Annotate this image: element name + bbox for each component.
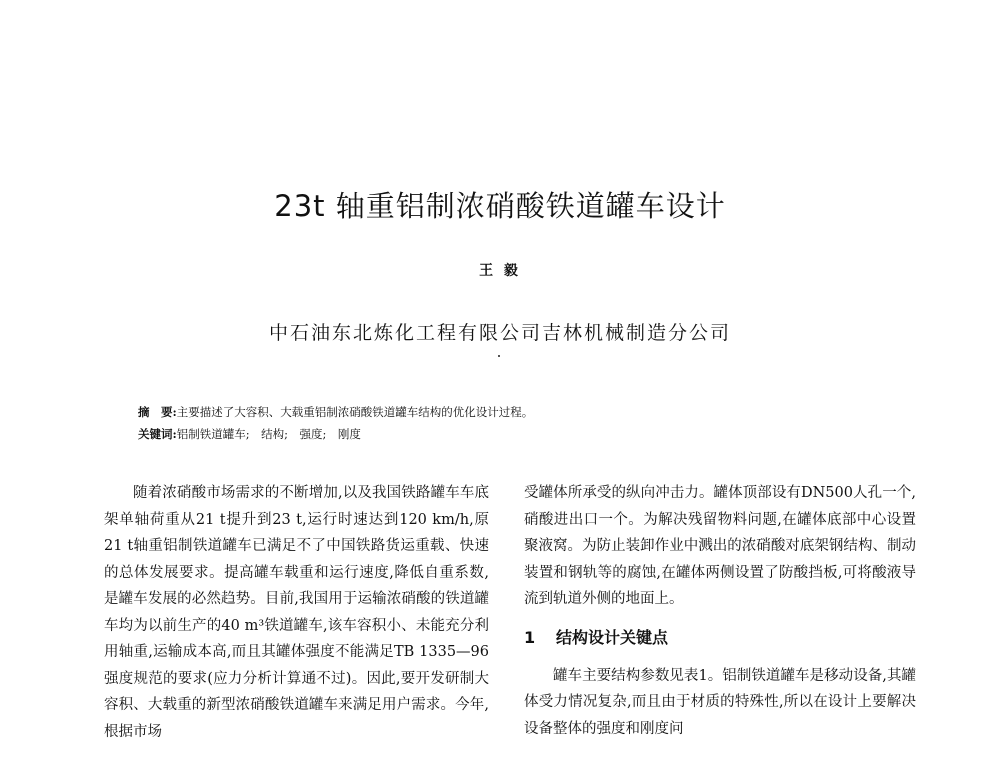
intro-paragraph: 随着浓硝酸市场需求的不断增加,以及我国铁路罐车车底架单轴荷重从21 t提升到23 t,运行时速达到120 km/h,原21 t轴重铝制铁道罐车已满足不了中国铁路货运重载、快速的总体发展要求。提高罐车载重和运行速度,降低自重系数,是罐车发展的必然趋势。目前,我国用于运输浓硝酸的铁道罐车均为以前生产的40 m³铁道罐车,该车容积小、未能充分利用轴重,运输成本高,而且其罐体强度不能满足TB 1335—96强度规范的要求(应力分析计算通不过)。因此,要开发研制大容积、大载重的新型浓硝酸铁道罐车来满足用户需求。今年,根据市场 bbox=[104, 485, 489, 740]
section-heading bbox=[524, 625, 916, 651]
article-title: 23t 轴重铝制浓硝酸铁道罐车设计 bbox=[274, 189, 726, 223]
section-paragraph: 罐车主要结构参数见表1。铝制铁道罐车是移动设备,其罐体受力情况复杂,而且由于材质的特殊性,所以在设计上要解决设备整体的强度和刚度问 bbox=[524, 667, 916, 737]
section-title: 结构设计关键点 bbox=[556, 627, 669, 647]
abstract-row bbox=[138, 401, 878, 423]
author-affiliation: 中石油东北炼化工程有限公司吉林机械制造分公司 bbox=[268, 322, 731, 344]
keywords-text: 铝制铁道罐车; 结构; 强度; 刚度 bbox=[176, 427, 361, 441]
left-column bbox=[104, 480, 489, 745]
abstract-label: 摘 要: bbox=[138, 405, 177, 419]
keywords-row bbox=[138, 423, 878, 445]
keywords-label: 关键词: bbox=[138, 427, 177, 441]
right-column bbox=[524, 480, 916, 742]
abstract-block bbox=[138, 401, 878, 445]
section-number: 1 bbox=[524, 627, 536, 647]
author-name: 王 毅 bbox=[479, 263, 521, 279]
abstract-text: 主要描述了大容积、大载重铝制浓硝酸铁道罐车结构的优化设计过程。 bbox=[176, 405, 534, 419]
continued-paragraph: 受罐体所承受的纵向冲击力。罐体顶部设有DN500人孔一个,硝酸进出口一个。为解决残留物料问题,在罐体底部中心设置聚液窝。为防止装卸作业中溅出的浓硝酸对底架钢结构、制动装置和钢轨等的腐蚀,在罐体两侧设置了防酸挡板,可将酸液导流到轨道外侧的地面上。 bbox=[524, 485, 916, 607]
stray-dot bbox=[498, 355, 500, 357]
